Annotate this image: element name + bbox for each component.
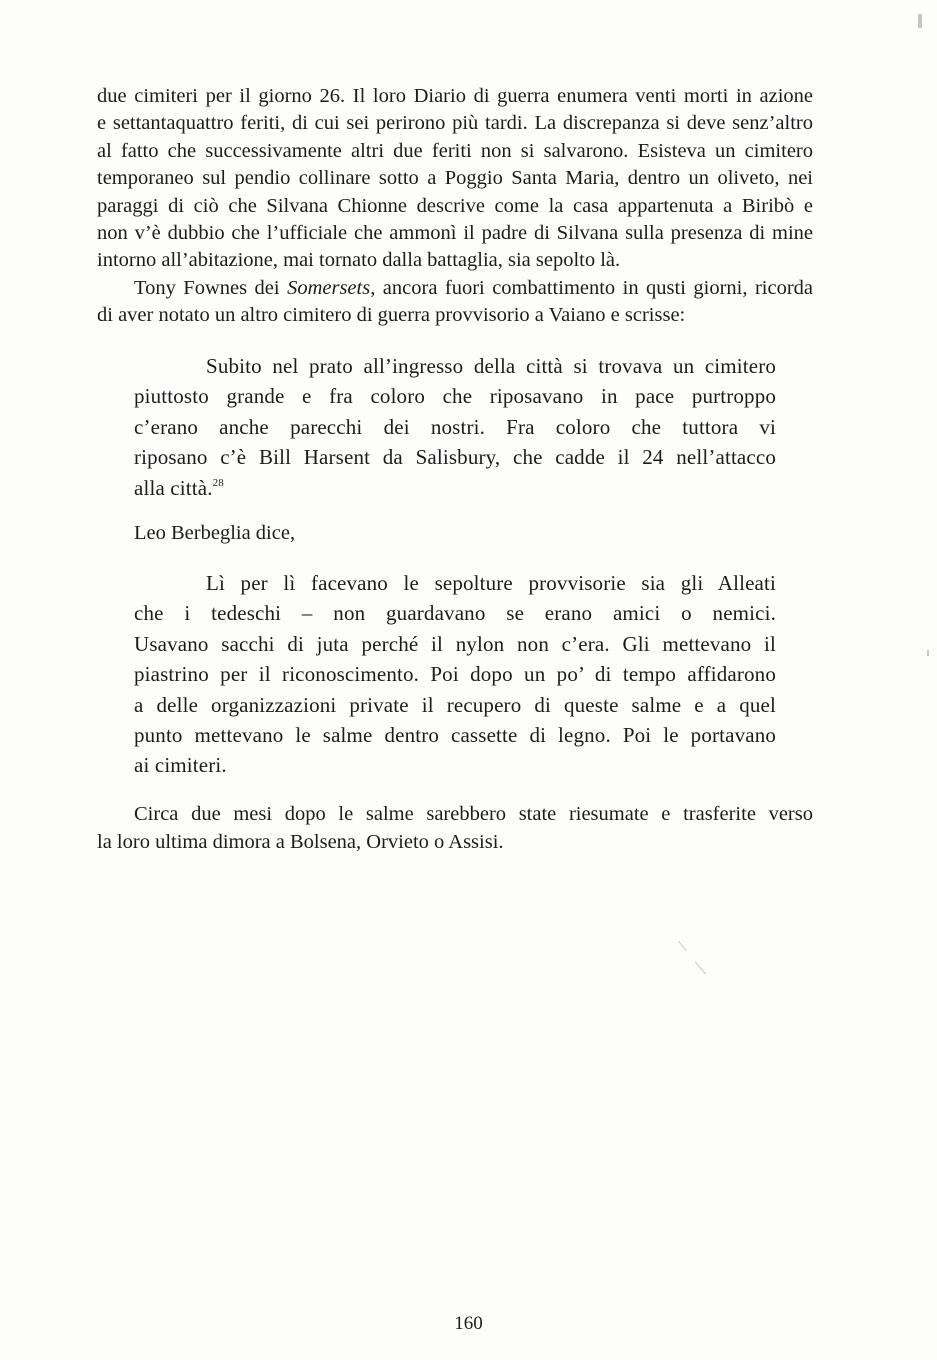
- quote-line: piastrino per il riconoscimento. Poi dopo un po’ di tempo affidarono: [134, 662, 776, 687]
- text-line: la loro ultima dimora a Bolsena, Orvieto o Assisi.: [97, 831, 504, 853]
- block-quote-fownes: [134, 351, 776, 503]
- block-quote-berbeglia: [134, 568, 776, 781]
- regiment-name: Somersets: [287, 277, 371, 299]
- quote-line: Usavano sacchi di juta perché il nylon non c’era. Gli mettevano il: [134, 631, 776, 656]
- text-line: temporaneo sul pendio collinare sotto a Poggio Santa Maria, dentro un oliveto, nei: [97, 167, 813, 190]
- scan-speck: [918, 14, 922, 28]
- paragraph-3: [97, 800, 813, 856]
- quote-line: c’erano anche parecchi dei nostri. Fra coloro che tuttora vi: [134, 414, 776, 439]
- page-number: 160: [454, 1313, 483, 1334]
- text-line: [97, 275, 813, 302]
- quote-line: Lì per lì facevano le sepolture provvisorie sia gli Alleati: [206, 571, 776, 595]
- scan-speck: [678, 941, 686, 951]
- quote-line: che i tedeschi – non guardavano se erano amici o nemici.: [134, 601, 776, 626]
- text-line: Circa due mesi dopo le salme sarebbero state riesumate e trasferite verso: [134, 803, 813, 825]
- text-run: , ancora fuori combattimento in qusti giorni, ricorda: [370, 277, 813, 299]
- quote-line: riposano c’è Bill Harsent da Salisbury, che cadde il 24 nell’attacco: [134, 445, 776, 470]
- text-line: non v’è dubbio che l’ufficiale che ammonì il padre di Silvana sulla presenza di mine: [97, 222, 813, 245]
- text-run: Tony Fownes dei: [134, 277, 288, 299]
- scan-speck: [695, 962, 706, 975]
- paragraph-1: [97, 83, 813, 275]
- quote-line: piuttosto grande e fra coloro che riposavano in pace purtroppo: [134, 384, 776, 409]
- quote-intro: Leo Berbeglia dice,: [134, 522, 296, 544]
- scan-speck: [927, 650, 929, 656]
- quote-text: alla città.: [134, 475, 213, 500]
- footnote-marker[interactable]: 28: [212, 476, 224, 489]
- quote-line: ai cimiteri.: [134, 753, 227, 778]
- paragraph-2: [97, 275, 813, 330]
- quote-line: Subito nel prato all’ingresso della città si trovava un cimitero: [206, 354, 776, 378]
- quote-line: punto mettevano le salme dentro cassette di legno. Poi le portavano: [134, 723, 776, 748]
- text-line: intorno all’abitazione, mai tornato dalla battaglia, sia sepolto là.: [97, 249, 621, 272]
- text-line: paraggi di ciò che Silvana Chionne descrive come la casa appartenuta a Biribò e: [97, 194, 813, 217]
- text-line: al fatto che successivamente altri due feriti non si salvarono. Esisteva un cimitero: [97, 139, 813, 162]
- quote-line: a delle organizzazioni private il recupero di queste salme e a quel: [134, 692, 776, 717]
- text-line: di aver notato un altro cimitero di guerra provvisorio a Vaiano e scrisse:: [97, 304, 686, 327]
- text-line: e settantaquattro feriti, di cui sei perirono più tardi. La discrepanza si deve senz’altro: [97, 112, 813, 135]
- text-line: due cimiteri per il giorno 26. Il loro Diario di guerra enumera venti morti in azione: [97, 85, 813, 107]
- quote-line: [134, 473, 776, 503]
